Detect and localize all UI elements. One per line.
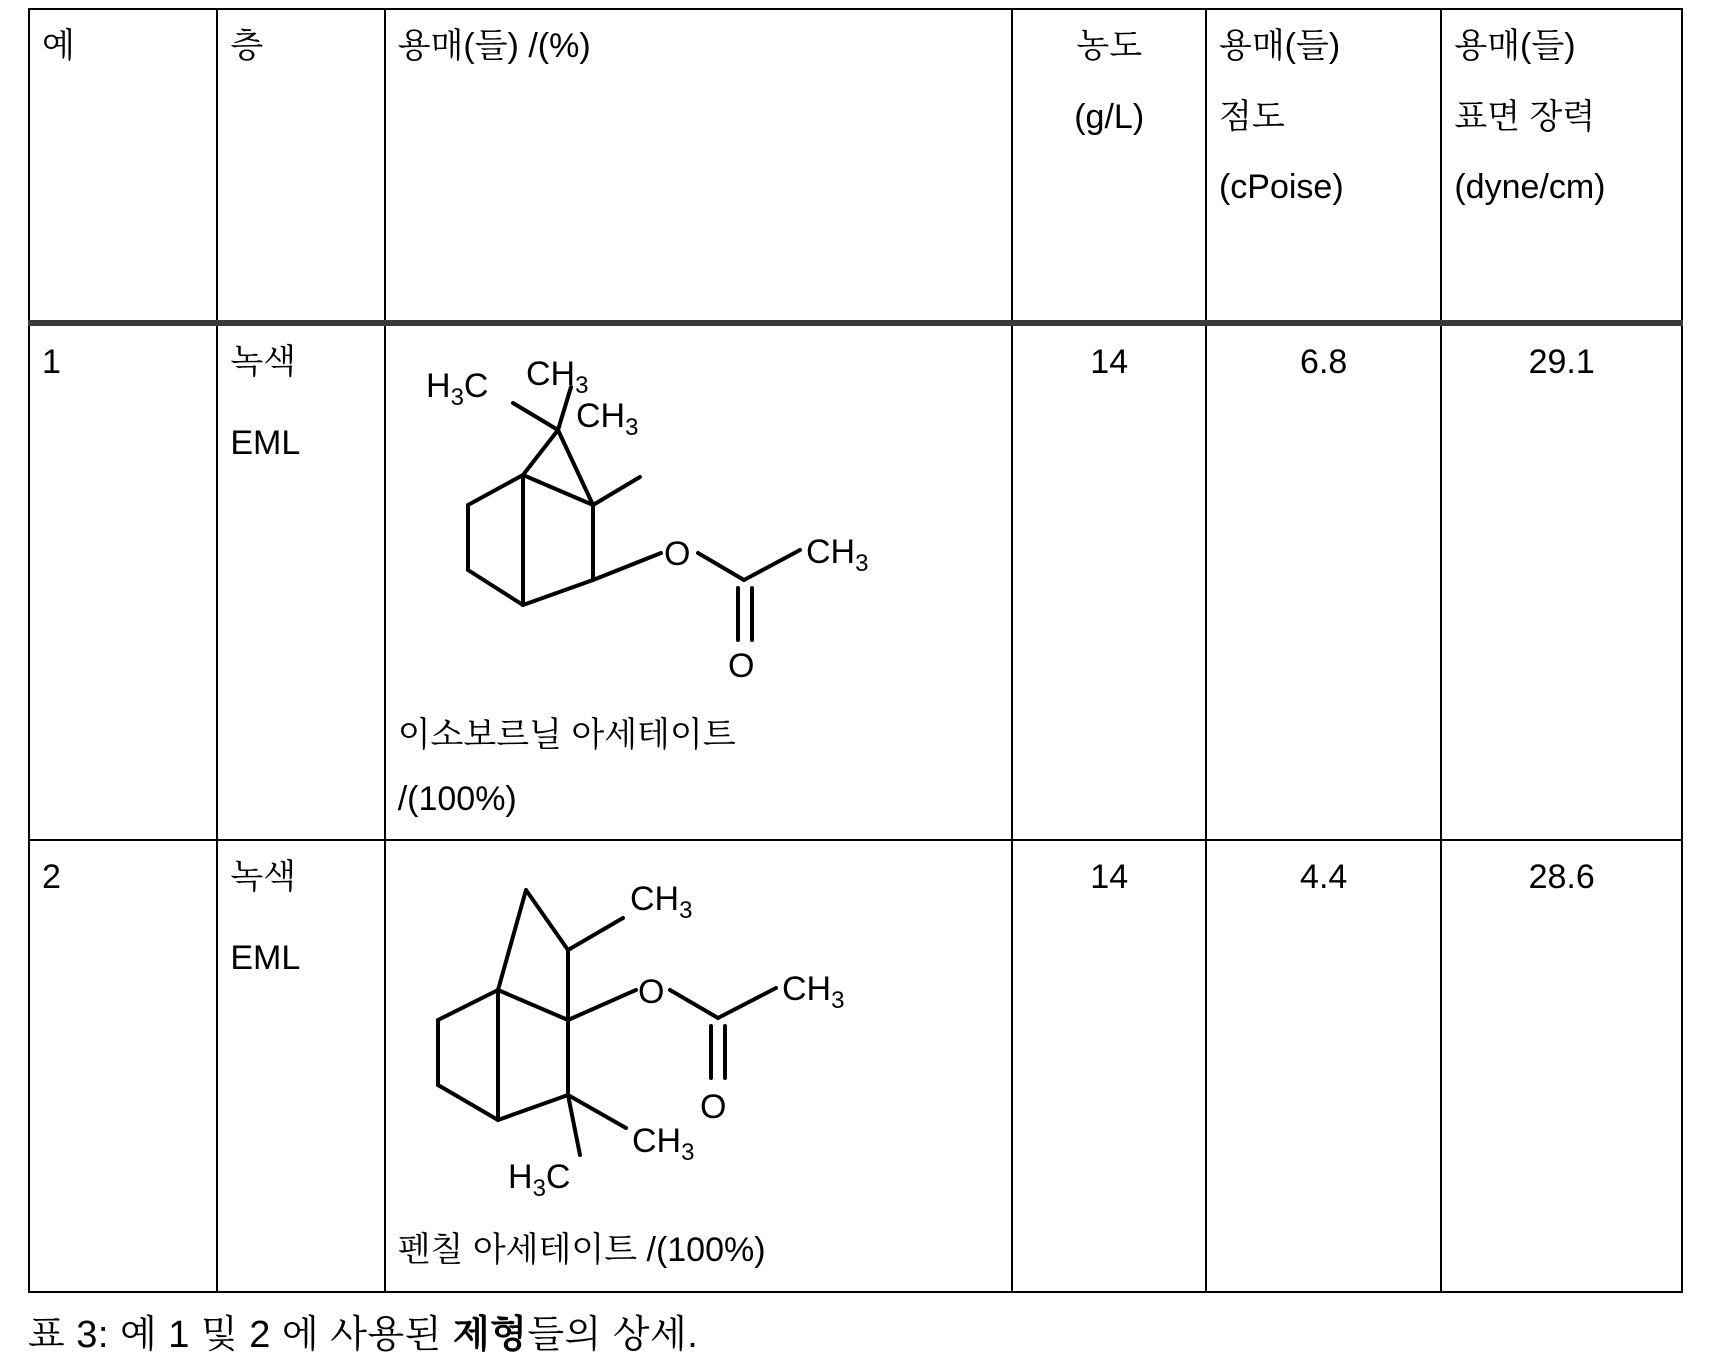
chemical-structure-isobornyl-acetate [398,340,1000,700]
solvent-name-1: 이소보르닐 아세테이트 [397,716,736,754]
layer-line-1: 녹색 [230,858,297,896]
table-header [29,9,1682,323]
label-ch3-2: $CH_3$ [575,397,639,441]
header-solvent-line-1: 용매(들) /(%) [397,27,591,65]
structure-svg-1 [408,340,968,700]
header-layer-line-1: 층 [230,27,264,65]
header-cell-surface-tension [1441,9,1682,323]
header-cell-viscosity [1206,9,1441,323]
caption-prefix: 표 3: 예 1 및 2 에 사용된 [28,1313,453,1356]
formulation-table [28,8,1683,1293]
layer-line-1: 녹색 [230,343,297,381]
cell-solvent-2 [385,840,1013,1292]
solvent-name-2: 펜칠 아세테이트 /(100%) [397,1231,766,1269]
table-caption [28,1311,1687,1360]
label-ch3-1: $CH_3$ [629,880,693,924]
label-ch3-1: $CH_3$ [525,355,589,399]
layer-line-2: EML [230,423,301,462]
cell-surface-tension-2: 28.6 [1441,840,1682,1292]
caption-suffix: 들의 상세. [527,1313,699,1356]
label-o-ester-1: O [663,535,691,573]
header-cell-layer [217,9,384,323]
header-row [29,9,1682,323]
layer-line-2: EML [230,938,301,977]
cell-example-1: 1 [29,323,217,840]
structure-svg-2 [408,855,968,1215]
header-concentration-line-2: (g/L) [1074,97,1145,136]
header-cell-solvent [385,9,1013,323]
label-o-carbonyl-1: O [727,647,755,685]
caption-bold: 제형 [452,1313,528,1356]
label-ch3-3: $CH_3$ [631,1122,695,1166]
cell-example-2: 2 [29,840,217,1292]
cell-layer-2 [217,840,384,1292]
cell-solvent-1 [385,323,1013,840]
table-row [29,840,1682,1292]
cell-surface-tension-1: 29.1 [1441,323,1682,840]
header-surface-line-3: (dyne/cm) [1454,168,1606,207]
table-row [29,323,1682,840]
label-h3c-2: $H_3C$ [507,1158,571,1202]
label-o-carbonyl-2: O [699,1088,727,1126]
header-viscosity-line-1: 용매(들) [1218,27,1341,65]
cell-viscosity-2: 4.4 [1206,840,1441,1292]
header-surface-line-2: 표면 장력 [1454,97,1596,136]
cell-concentration-2: 14 [1012,840,1206,1292]
cell-layer-1 [217,323,384,840]
solvent-percent-1: /(100%) [397,779,517,818]
label-ch3-3: $CH_3$ [805,533,869,577]
label-o-ester-2: O [637,973,665,1011]
label-h3c-1: $H_3C$ [425,367,489,411]
header-viscosity-line-3: (cPoise) [1218,168,1344,207]
label-ch3-2: $CH_3$ [781,970,845,1014]
header-concentration-line-1: 농도 [1076,27,1143,65]
header-viscosity-line-2: 점도 [1218,97,1285,136]
chemical-structure-fenchyl-acetate [398,855,1000,1215]
header-cell-example [29,9,217,323]
header-cell-concentration [1012,9,1206,323]
cell-concentration-1: 14 [1012,323,1206,840]
cell-viscosity-1: 6.8 [1206,323,1441,840]
header-example-line-1: 예 [42,27,75,65]
header-surface-line-1: 용매(들) [1454,27,1576,65]
table-body [29,323,1682,1292]
